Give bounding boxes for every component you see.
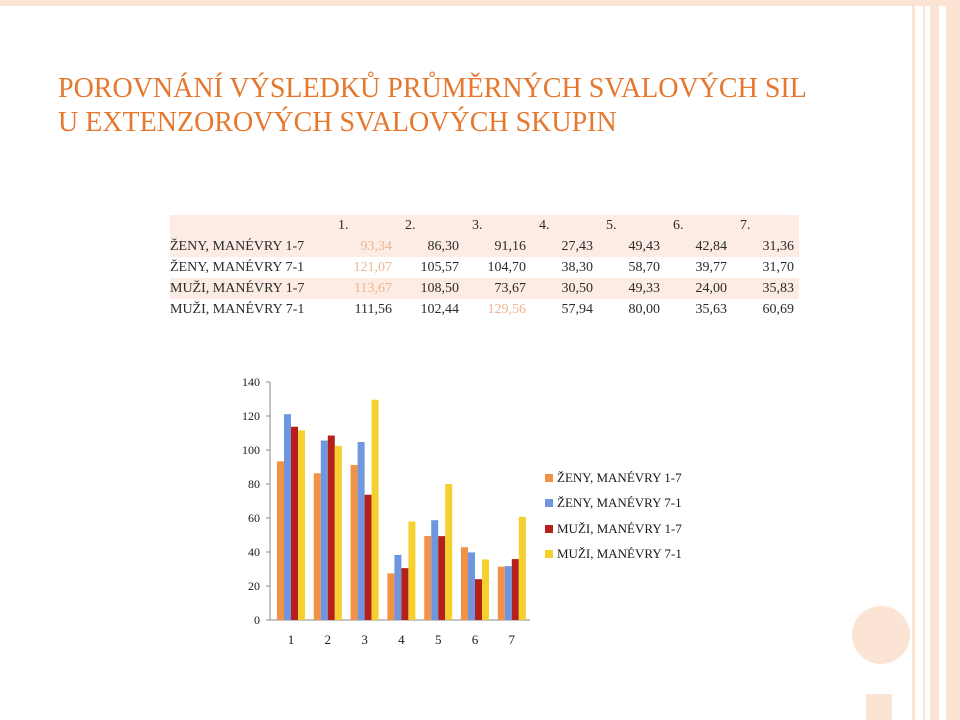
bar	[284, 414, 291, 620]
bar	[277, 461, 284, 620]
column-header: 1.	[338, 217, 349, 233]
legend-item	[545, 542, 682, 568]
table-cell: 93,34	[360, 238, 392, 254]
bar	[314, 473, 321, 620]
x-tick-label: 4	[398, 632, 405, 647]
legend-label: ŽENY, MANÉVRY 1-7	[557, 469, 682, 485]
bar	[291, 427, 298, 620]
bar	[372, 400, 379, 620]
slide-title-line-2: U EXTENZOROVÝCH SVALOVÝCH SKUPIN	[58, 107, 617, 138]
bar	[505, 566, 512, 620]
table-cell: 58,70	[628, 259, 660, 275]
top-stripe	[0, 0, 960, 6]
column-header: 5.	[606, 217, 617, 233]
y-tick-label: 80	[248, 477, 260, 491]
table-row	[170, 257, 799, 278]
legend-label: ŽENY, MANÉVRY 7-1	[557, 495, 682, 511]
right-rail-stripe	[923, 0, 925, 720]
legend-swatch	[545, 499, 553, 507]
decorative-circle	[852, 606, 910, 664]
table-cell: 104,70	[487, 259, 526, 275]
bar	[461, 547, 468, 620]
y-tick-label: 140	[242, 375, 260, 389]
table-corner-cell	[170, 215, 330, 236]
y-tick-label: 40	[248, 545, 260, 559]
row-label: MUŽI, MANÉVRY 1-7	[170, 280, 305, 296]
table-cell: 111,56	[354, 301, 392, 317]
x-tick-label: 1	[287, 632, 295, 647]
column-header: 6.	[673, 217, 684, 233]
bar	[365, 495, 372, 620]
x-tick-label: 3	[361, 632, 368, 647]
bar	[351, 465, 358, 620]
table-cell: 80,00	[628, 301, 660, 317]
bar	[298, 430, 305, 620]
row-label: ŽENY, MANÉVRY 7-1	[170, 259, 305, 275]
table-cell: 49,43	[628, 238, 660, 254]
legend-label: MUŽI, MANÉVRY 1-7	[557, 520, 682, 536]
right-rail-stripe	[930, 0, 939, 720]
bar	[519, 517, 526, 620]
bar	[335, 446, 342, 620]
row-label: MUŽI, MANÉVRY 7-1	[170, 301, 305, 317]
slide-title	[58, 72, 807, 140]
bar	[321, 441, 328, 620]
table-cell: 73,67	[494, 280, 526, 296]
table-cell: 113,67	[354, 280, 392, 296]
legend-item	[545, 491, 682, 517]
table-cell: 60,69	[762, 301, 794, 317]
bar	[445, 484, 452, 620]
y-tick-label: 100	[242, 443, 260, 457]
right-rail-stripe	[912, 0, 915, 720]
legend-swatch	[545, 550, 553, 558]
bar	[394, 555, 401, 620]
x-tick-label: 7	[508, 632, 516, 647]
y-tick-label: 120	[242, 409, 260, 423]
table-cell: 38,30	[561, 259, 593, 275]
table-row	[170, 278, 799, 299]
bar	[512, 559, 519, 620]
decorative-square	[866, 694, 892, 720]
table-cell: 31,70	[762, 259, 794, 275]
legend-item	[545, 465, 682, 491]
column-header: 3.	[472, 217, 483, 233]
bar	[431, 520, 438, 620]
table-cell: 49,33	[628, 280, 660, 296]
bar	[475, 579, 482, 620]
bar	[387, 573, 394, 620]
table-cell: 102,44	[420, 301, 459, 317]
x-tick-label: 2	[324, 632, 332, 647]
bar	[482, 559, 489, 620]
table-cell: 57,94	[561, 301, 593, 317]
y-tick-label: 60	[248, 511, 260, 525]
table-cell: 129,56	[487, 301, 526, 317]
results-table	[170, 215, 799, 320]
slide-title-line-1: POROVNÁNÍ VÝSLEDKŮ PRŮMĚRNÝCH SVALOVÝCH SIL	[58, 73, 807, 104]
table-cell: 42,84	[695, 238, 727, 254]
bar	[358, 442, 365, 620]
row-label: ŽENY, MANÉVRY 1-7	[170, 238, 305, 254]
bar	[438, 536, 445, 620]
table-cell: 24,00	[695, 280, 727, 296]
table-cell: 86,30	[427, 238, 459, 254]
right-rail-stripe	[946, 0, 960, 720]
bar	[468, 552, 475, 620]
bar	[408, 522, 415, 620]
table-cell: 105,57	[420, 259, 459, 275]
y-tick-label: 20	[248, 579, 260, 593]
table-cell: 91,16	[494, 238, 526, 254]
x-tick-label: 6	[471, 632, 479, 647]
legend-item	[545, 516, 682, 542]
table-cell: 121,07	[353, 259, 392, 275]
legend-swatch	[545, 525, 553, 533]
bar	[328, 436, 335, 620]
table-header-row	[170, 215, 799, 236]
table-row	[170, 236, 799, 257]
column-header: 4.	[539, 217, 550, 233]
table-cell: 30,50	[561, 280, 593, 296]
column-header: 7.	[740, 217, 751, 233]
table-cell: 39,77	[695, 259, 727, 275]
column-header: 2.	[405, 217, 416, 233]
table-cell: 31,36	[762, 238, 794, 254]
table-row	[170, 299, 799, 320]
table-cell: 35,63	[695, 301, 727, 317]
table-cell: 27,43	[561, 238, 593, 254]
x-tick-label: 5	[434, 632, 442, 647]
y-tick-label: 0	[254, 613, 260, 627]
bar	[498, 567, 505, 620]
legend-label: MUŽI, MANÉVRY 7-1	[557, 546, 682, 562]
bar	[401, 568, 408, 620]
bar-chart	[230, 365, 530, 655]
table-cell: 35,83	[762, 280, 794, 296]
table-cell: 108,50	[420, 280, 459, 296]
bar	[424, 536, 431, 620]
legend-swatch	[545, 474, 553, 482]
chart-legend	[545, 465, 682, 567]
